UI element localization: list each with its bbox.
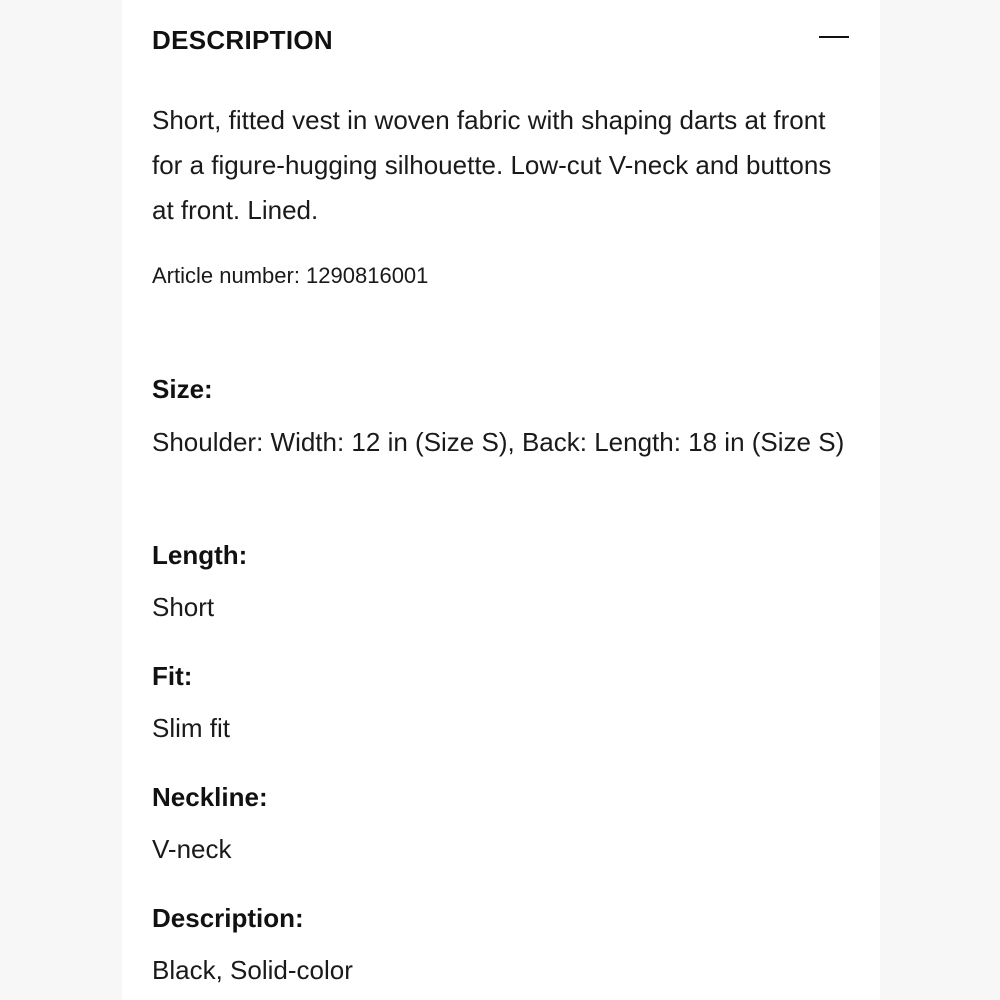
size-value: Shoulder: Width: 12 in (Size S), Back: Length: 18 in (Size S) — [152, 427, 845, 457]
description-accordion-header[interactable] — [152, 22, 852, 58]
description-attr-label: Description: — [152, 903, 304, 933]
section-title: DESCRIPTION — [152, 25, 333, 55]
minus-icon — [819, 36, 849, 38]
fit-value: Slim fit — [152, 713, 230, 743]
description-attr-value: Black, Solid-color — [152, 955, 353, 985]
size-label: Size: — [152, 374, 213, 404]
neckline-label: Neckline: — [152, 782, 268, 812]
length-value: Short — [152, 592, 215, 622]
collapse-button[interactable] — [816, 22, 852, 58]
product-details-panel — [122, 0, 880, 1000]
length-label: Length: — [152, 540, 248, 570]
article-number: Article number: 1290816001 — [152, 263, 429, 288]
neckline-value: V-neck — [152, 834, 232, 864]
product-description: Short, fitted vest in woven fabric with shaping darts at front for a figure-hugging silhouette. Low-cut V-neck and buttons at front. Lined. — [152, 105, 832, 225]
fit-label: Fit: — [152, 661, 193, 691]
